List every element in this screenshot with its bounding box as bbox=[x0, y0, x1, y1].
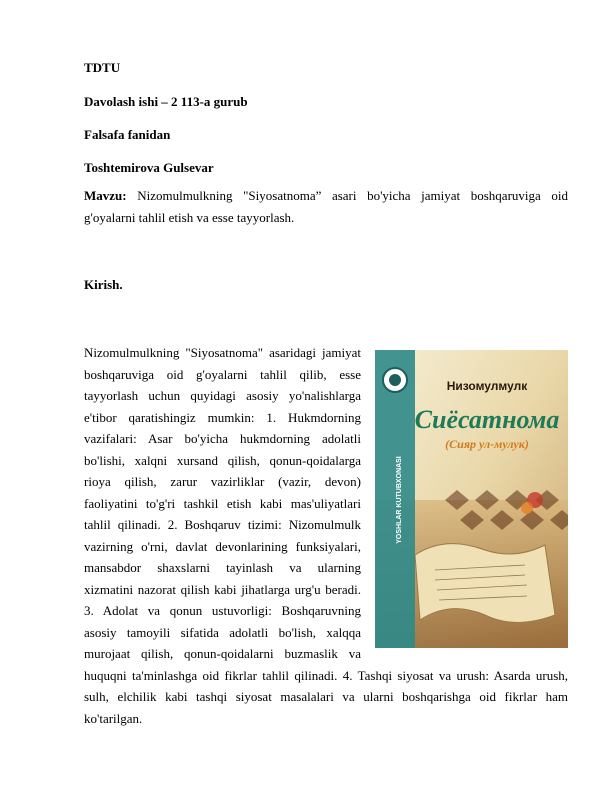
book-cover-image bbox=[375, 350, 568, 648]
intro-body bbox=[84, 342, 568, 729]
topic-text: Nizomulmulkning "Siyosatnoma” asari bo'yicha jamiyat boshqaruviga oid g'oyalarni tahlil etish va esse tayyorlash. bbox=[84, 188, 568, 225]
group-label: Davolash ishi – 2 113-a gurub bbox=[84, 94, 248, 109]
topic-label: Mavzu: bbox=[84, 188, 127, 203]
book-author: Низомулмулк bbox=[446, 379, 528, 393]
institution-label: TDTU bbox=[84, 60, 121, 75]
subject-label: Falsafa fanidan bbox=[84, 127, 171, 142]
book-subtitle: (Сияр ул-мулук) bbox=[445, 437, 529, 451]
intro-body-text: Nizomulmulkning "Siyosatnoma" asaridagi jamiyat boshqaruviga oid g'oyalarni tahlil qilib, esse tayyorlash uchun quyidagi asosiy yo'nalishlarga e'tibor qaratishingiz mumkin: 1. Hukmdorning vazifalari: Asar bo'yicha hukmdorning adolatli bo'lishi, xalqni xursand qilish, qonun-qoidalarga rioya qilish, zarur vazirliklar (vazir, devon) faoliyatini to'g'ri tashkil etish kabi mas'uliyatlari tahlil qilinadi. 2. Boshqaruv tizimi: Nizomulmulk vazirning o'rni, davlat devonlarining funksiyalari, mansabdor shaxslarni tayinlash va ularning xizmatini nazorat qilish kabi jihatlarga urg'u beradi. 3. Adolat va qonun ustuvorligi: Boshqaruvning asosiy tamoyili sifatida adolatli bo'lish, xalqqa murojaat qilish, qonun-qoidalarni buzmaslik va huquqni ta'minlashga oid fikrlar tahlil qilinadi. 4. Tashqi siyosat va urush: Asarda urush, sulh, elchilik kabi tashqi siyosat masalalari va ularni boshqarishga oid fikrlar ham ko'tarilgan. bbox=[84, 345, 568, 726]
book-series: YOSHLAR KUTUBXONASI bbox=[396, 456, 403, 544]
book-title: Сиёсатнома bbox=[414, 405, 560, 434]
author-name: Toshtemirova Gulsevar bbox=[84, 160, 214, 175]
intro-heading: Kirish. bbox=[84, 277, 123, 292]
topic-paragraph bbox=[84, 185, 568, 228]
